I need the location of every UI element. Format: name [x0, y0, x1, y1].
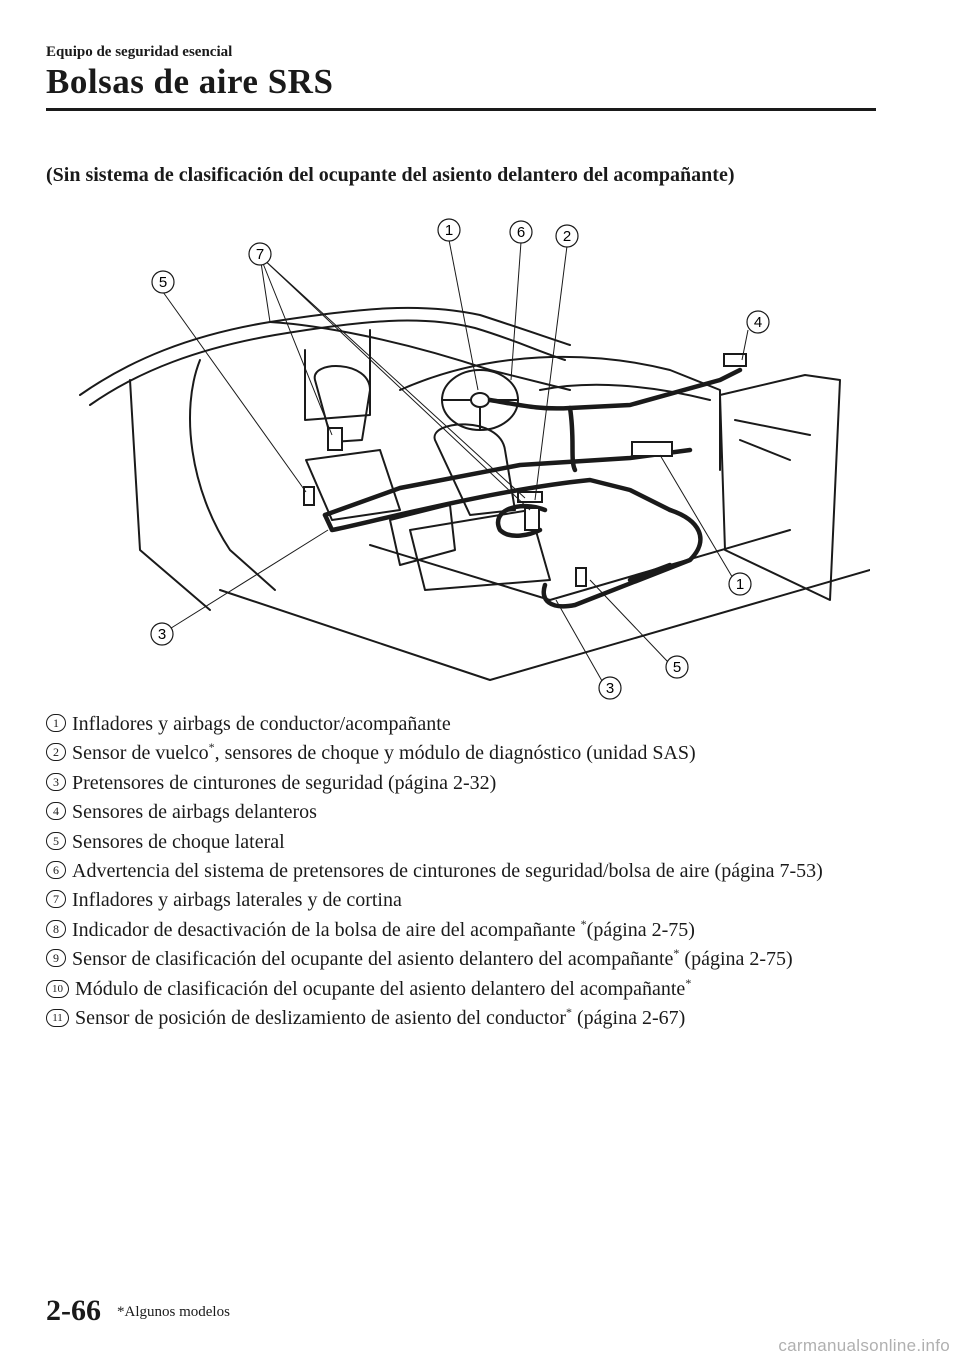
- legend-text: Sensor de clasificación del ocupante del asiento delantero del acompañante: [72, 948, 674, 971]
- leader-lines: [163, 240, 748, 688]
- legend-item: [46, 739, 866, 768]
- optional-asterisk: *: [565, 1005, 572, 1020]
- legend-text-cont: (página 2-75): [586, 918, 695, 941]
- svg-text:1: 1: [444, 222, 454, 239]
- legend-item: [46, 857, 866, 886]
- optional-asterisk: *: [673, 946, 680, 961]
- svg-text:3: 3: [605, 680, 615, 697]
- svg-text:4: 4: [753, 314, 763, 331]
- callout-3-bottom: [599, 677, 621, 699]
- optional-asterisk: *: [580, 916, 587, 931]
- optional-asterisk: *: [208, 740, 215, 755]
- svg-text:5: 5: [672, 659, 682, 676]
- subtitle: (Sin sistema de clasificación del ocupante del asiento delantero del acompañante): [46, 164, 735, 186]
- legend-text: Sensores de airbags delanteros: [72, 801, 317, 824]
- legend-text: Advertencia del sistema de pretensores de cinturones de seguridad/bolsa de aire (página 7-53): [72, 860, 823, 883]
- legend-item: [46, 975, 866, 1004]
- vehicle-outline: [80, 308, 870, 680]
- component-legend: [46, 710, 866, 1033]
- callout-4: [747, 311, 769, 333]
- legend-number-badge: 10: [46, 980, 69, 998]
- callout-1-top: [438, 219, 460, 241]
- legend-text: Sensor de vuelco: [72, 742, 209, 765]
- legend-item: [46, 828, 866, 857]
- callout-5-left: [152, 271, 174, 293]
- legend-item: [46, 710, 866, 739]
- legend-text: Infladores y airbags de conductor/acompañante: [72, 713, 451, 735]
- driver-side-sensor-icon: [304, 487, 314, 505]
- legend-text: Módulo de clasificación del ocupante del asiento delantero del acompañante: [75, 977, 686, 1000]
- svg-text:5: 5: [158, 274, 168, 291]
- section-label: Equipo de seguridad esencial: [46, 44, 233, 60]
- legend-item: [46, 945, 866, 974]
- legend-number-badge: 3: [46, 773, 66, 791]
- passenger-side-module-icon: [525, 508, 539, 530]
- svg-text:7: 7: [255, 246, 265, 263]
- legend-text-cont: (página 2-75): [679, 948, 793, 971]
- legend-item: [46, 1004, 866, 1033]
- footnote: *Algunos modelos: [117, 1304, 230, 1320]
- legend-number-badge: 1: [46, 714, 66, 732]
- legend-text: Infladores y airbags laterales y de cortina: [72, 889, 402, 912]
- callout-5-right: [666, 656, 688, 678]
- callout-3-left: [151, 623, 173, 645]
- svg-text:2: 2: [562, 228, 572, 245]
- legend-text: Sensor de posición de deslizamiento de asiento del conductor: [75, 1007, 566, 1030]
- legend-number-badge: 4: [46, 802, 66, 820]
- callout-1-right: [729, 573, 751, 595]
- optional-asterisk: *: [685, 975, 692, 990]
- legend-number-badge: 9: [46, 949, 66, 967]
- watermark: carmanualsonline.info: [778, 1336, 950, 1355]
- title-divider: [46, 108, 876, 111]
- srs-airbag-diagram: [70, 210, 870, 700]
- legend-item: [46, 798, 866, 827]
- legend-number-badge: 5: [46, 832, 66, 850]
- legend-text: Sensores de choque lateral: [72, 830, 285, 853]
- legend-number-badge: 7: [46, 890, 66, 908]
- legend-number-badge: 2: [46, 743, 66, 761]
- legend-text-cont: (página 2-67): [571, 1007, 686, 1030]
- svg-text:6: 6: [516, 224, 526, 241]
- page-number: 2-66: [46, 1294, 101, 1327]
- legend-number-badge: 11: [46, 1009, 69, 1027]
- svg-text:1: 1: [735, 576, 745, 593]
- legend-item: [46, 769, 866, 798]
- harness-wiring: [325, 370, 740, 606]
- svg-text:3: 3: [157, 626, 167, 643]
- passenger-side-sensor-icon: [576, 568, 586, 586]
- legend-item: [46, 886, 866, 915]
- callout-7: [249, 243, 271, 265]
- legend-number-badge: 6: [46, 861, 66, 879]
- legend-text: Indicador de desactivación de la bolsa de aire del acompañante: [72, 918, 581, 941]
- passenger-inflator-icon: [632, 442, 672, 456]
- legend-item: [46, 916, 866, 945]
- legend-number-badge: 8: [46, 920, 66, 938]
- sas-unit-icon: [518, 492, 542, 502]
- legend-text-cont: , sensores de choque y módulo de diagnóstico (unidad SAS): [214, 742, 696, 765]
- page-title: Bolsas de aire SRS: [46, 62, 334, 101]
- callout-2: [556, 225, 578, 247]
- callout-6: [510, 221, 532, 243]
- legend-text: Pretensores de cinturones de seguridad (página 2-32): [72, 771, 497, 794]
